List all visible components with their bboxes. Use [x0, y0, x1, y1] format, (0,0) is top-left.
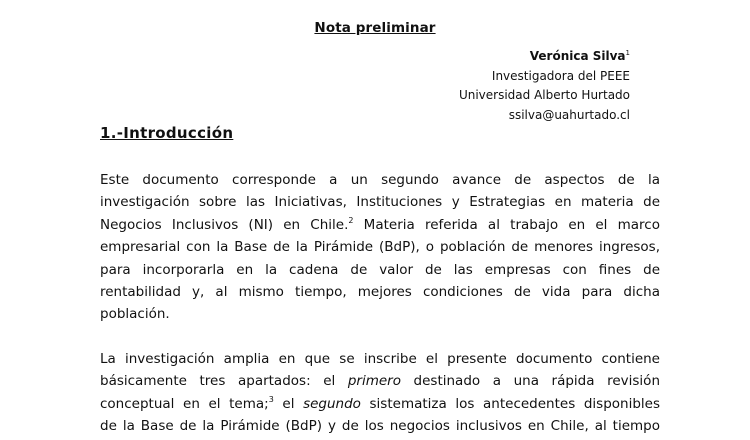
line-text: conceptual en el tema; [100, 395, 269, 412]
paragraph-line: La investigación amplia en que se inscribe el presente documento contiene [100, 351, 660, 367]
emphasis-text: primero [347, 373, 401, 390]
paragraph-line: población. [100, 306, 170, 323]
author-name: Verónica Silva [529, 49, 626, 63]
author-block [459, 44, 630, 125]
paragraph-line: investigación sobre las Iniciativas, Instituciones y Estrategias en materia de [100, 194, 660, 211]
author-email[interactable]: ssilva@uahurtado.cl [508, 107, 630, 122]
line-text: destinado a una rápida revisión [400, 373, 661, 390]
line-text: el [273, 395, 304, 412]
section-heading: 1.-Introducción [100, 124, 234, 142]
paragraph-line: Este documento corresponde a un segundo avance de aspectos de la [100, 172, 660, 188]
line-text: básicamente tres apartados: el [100, 373, 348, 390]
paragraph-line [100, 370, 660, 392]
paragraph-1 [100, 169, 660, 326]
emphasis-text: segundo [303, 395, 361, 412]
line-text: Materia referida al trabajo en el marco [353, 216, 660, 233]
author-institution: Universidad Alberto Hurtado [458, 88, 630, 102]
paragraph-line: para incorporarla en la cadena de valor de las empresas con fines de [100, 261, 660, 278]
author-role: Investigadora del PEEE [491, 68, 630, 83]
author-name-line [459, 44, 630, 67]
paragraph-line [100, 214, 660, 236]
page-title: Nota preliminar [314, 20, 436, 36]
line-text: sistematiza los antecedentes disponibles [360, 395, 660, 412]
line-text: Negocios Inclusivos (NI) en Chile. [100, 216, 349, 233]
footnote-ref[interactable]: 3 [268, 394, 274, 404]
footnote-ref[interactable]: 1 [625, 49, 630, 57]
paragraph-line: rentabilidad y, al mismo tiempo, mejores condiciones de vida para dicha [100, 283, 660, 300]
paragraph-line: de la Base de la Pirámide (BdP) y de los negocios inclusivos en Chile, al tiempo [100, 418, 660, 435]
paragraph-line [100, 393, 660, 415]
paragraph-2 [100, 348, 660, 438]
paragraph-line: empresarial con la Base de la Pirámide (BdP), o población de menores ingresos, [100, 239, 660, 256]
footnote-ref[interactable]: 2 [348, 215, 354, 225]
